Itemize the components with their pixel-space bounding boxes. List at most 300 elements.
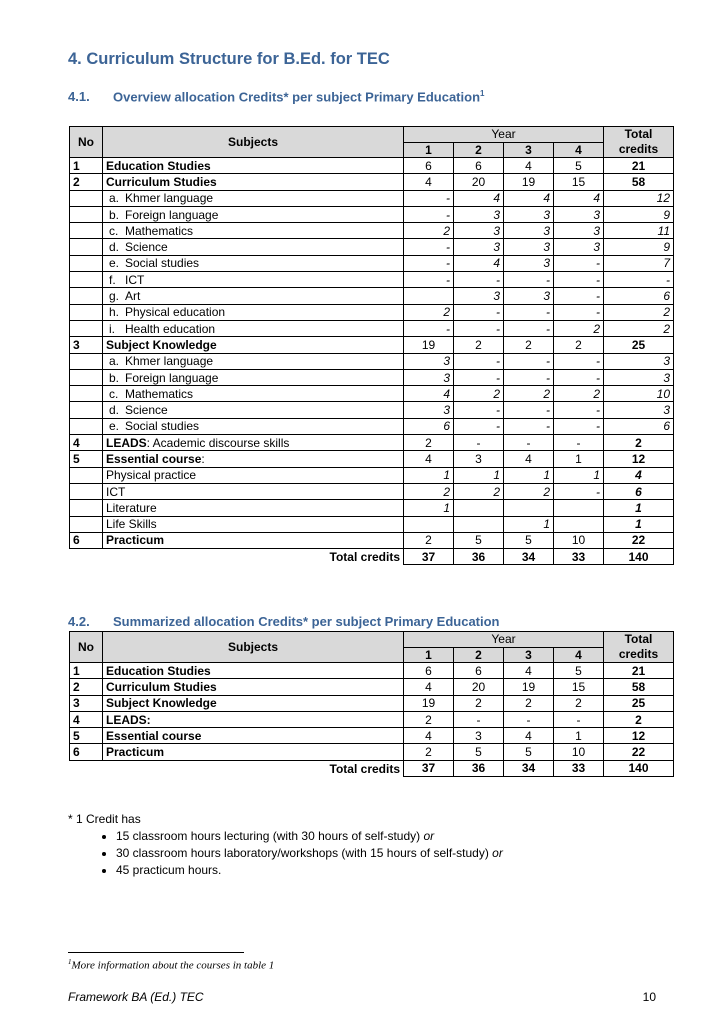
row-subject-name: Life Skills <box>106 517 157 532</box>
row-number: 2 <box>70 679 103 695</box>
year-2-credits: 6 <box>454 663 504 679</box>
year-3-credits: 2 <box>504 337 554 353</box>
row-total-credits: 21 <box>604 158 674 174</box>
row-subject <box>103 320 404 336</box>
footnote-ref: 1 <box>480 89 485 98</box>
year-2-credits: 2 <box>454 483 504 499</box>
row-total-credits: 58 <box>604 174 674 190</box>
row-subject-name: Health education <box>125 321 216 336</box>
credit-note <box>68 812 503 879</box>
year-1-credits: 2 <box>404 744 454 760</box>
year-1-credits: 1 <box>404 500 454 516</box>
year-2-credits: 20 <box>454 679 504 695</box>
year-1-credits: 3 <box>404 402 454 418</box>
year-3-credits: 1 <box>504 516 554 532</box>
grand-total: 140 <box>604 760 674 776</box>
row-subject-name: Khmer language <box>125 191 214 206</box>
header-subjects: Subjects <box>103 127 404 158</box>
row-total-credits: 9 <box>604 239 674 255</box>
header-year-3: 3 <box>504 142 554 158</box>
row-subject <box>103 190 404 206</box>
row-number <box>70 304 103 320</box>
row-subject-name: Mathematics <box>125 223 194 238</box>
row-subject-name: Social studies <box>125 419 200 434</box>
row-subject-name: Subject Knowledge <box>106 696 217 711</box>
year-3-credits: - <box>504 369 554 385</box>
table-row <box>70 255 674 271</box>
row-number: 6 <box>70 532 103 548</box>
total-year-3: 34 <box>504 549 554 565</box>
row-total-credits: 25 <box>604 337 674 353</box>
year-3-credits: - <box>504 402 554 418</box>
header-no: No <box>70 632 103 663</box>
year-1-credits: 6 <box>404 418 454 434</box>
year-2-credits: 2 <box>454 337 504 353</box>
year-3-credits: 3 <box>504 223 554 239</box>
row-number: 3 <box>70 695 103 711</box>
year-3-credits: 2 <box>504 695 554 711</box>
year-1-credits: 4 <box>404 728 454 744</box>
year-4-credits <box>554 500 604 516</box>
year-2-credits: - <box>454 320 504 336</box>
year-1-credits: - <box>404 320 454 336</box>
year-1-credits: 2 <box>404 711 454 727</box>
row-number <box>70 190 103 206</box>
year-2-credits: 4 <box>454 255 504 271</box>
row-number <box>70 255 103 271</box>
row-letter: i. <box>109 321 115 336</box>
row-number <box>70 467 103 483</box>
year-4-credits: - <box>554 255 604 271</box>
table-row <box>70 272 674 288</box>
year-4-credits: 5 <box>554 158 604 174</box>
footer-title: Framework BA (Ed.) TEC <box>68 990 204 1004</box>
year-1-credits <box>404 288 454 304</box>
total-year-2: 36 <box>454 549 504 565</box>
row-total-credits: 9 <box>604 206 674 222</box>
row-subject <box>103 695 404 711</box>
row-number <box>70 369 103 385</box>
year-4-credits: 1 <box>554 467 604 483</box>
row-number <box>70 206 103 222</box>
row-subject <box>103 206 404 222</box>
table-row <box>70 320 674 336</box>
year-3-credits <box>504 500 554 516</box>
row-number: 2 <box>70 174 103 190</box>
row-subject <box>103 272 404 288</box>
year-4-credits: 4 <box>554 190 604 206</box>
year-1-credits: 2 <box>404 483 454 499</box>
row-total-credits: 3 <box>604 353 674 369</box>
row-subject-name: Physical practice <box>106 468 197 483</box>
year-3-credits: 3 <box>504 239 554 255</box>
year-2-credits: 4 <box>454 190 504 206</box>
year-2-credits: - <box>454 435 504 451</box>
row-total-credits: 1 <box>604 516 674 532</box>
year-2-credits <box>454 500 504 516</box>
row-subject <box>103 255 404 271</box>
year-3-credits: 2 <box>504 386 554 402</box>
table-row <box>70 483 674 499</box>
year-4-credits: - <box>554 483 604 499</box>
row-subject-name: Social studies <box>125 256 200 271</box>
year-1-credits: 6 <box>404 663 454 679</box>
row-subject-name: LEADS <box>106 435 147 450</box>
row-total-credits: 1 <box>604 500 674 516</box>
row-number <box>70 483 103 499</box>
year-3-credits: 3 <box>504 206 554 222</box>
year-4-credits: 2 <box>554 695 604 711</box>
total-year-1: 37 <box>404 760 454 776</box>
row-letter: d. <box>109 240 120 255</box>
row-subject-name: Essential course <box>106 451 202 466</box>
header-no: No <box>70 127 103 158</box>
row-number: 1 <box>70 158 103 174</box>
table-row <box>70 386 674 402</box>
year-4-credits: - <box>554 418 604 434</box>
row-subject <box>103 500 404 516</box>
year-2-credits: - <box>454 402 504 418</box>
row-subject <box>103 174 404 190</box>
year-4-credits: 2 <box>554 320 604 336</box>
year-4-credits: 2 <box>554 386 604 402</box>
year-1-credits: 4 <box>404 679 454 695</box>
header-year-4: 4 <box>554 142 604 158</box>
row-number <box>70 353 103 369</box>
row-number: 4 <box>70 435 103 451</box>
row-subject <box>103 483 404 499</box>
year-4-credits <box>554 516 604 532</box>
year-4-credits: 1 <box>554 728 604 744</box>
total-credits-label: Total credits <box>70 549 404 565</box>
row-letter: h. <box>109 305 120 320</box>
subsection-title: Summarized allocation Credits* per subject Primary Education <box>113 614 500 629</box>
year-4-credits: 1 <box>554 451 604 467</box>
total-year-1: 37 <box>404 549 454 565</box>
year-1-credits: - <box>404 239 454 255</box>
year-3-credits: - <box>504 320 554 336</box>
table-row <box>70 369 674 385</box>
header-total: Total credits <box>604 632 674 663</box>
row-subject <box>103 711 404 727</box>
header-year-2: 2 <box>454 142 504 158</box>
row-total-credits: - <box>604 272 674 288</box>
row-total-credits: 12 <box>604 451 674 467</box>
year-4-credits: 15 <box>554 174 604 190</box>
year-1-credits: 4 <box>404 386 454 402</box>
year-3-credits: - <box>504 304 554 320</box>
year-2-credits: 3 <box>454 728 504 744</box>
row-subject <box>103 679 404 695</box>
total-credits-label: Total credits <box>70 760 404 776</box>
subsection-title: Overview allocation Credits* per subject Primary Education <box>113 89 481 105</box>
row-letter: e. <box>109 256 120 271</box>
year-3-credits: 19 <box>504 174 554 190</box>
row-total-credits: 11 <box>604 223 674 239</box>
row-number <box>70 239 103 255</box>
year-2-credits: 2 <box>454 695 504 711</box>
page-footer <box>68 990 656 1004</box>
year-1-credits: 4 <box>404 451 454 467</box>
row-letter: e. <box>109 419 120 434</box>
row-number: 5 <box>70 728 103 744</box>
footnote-separator <box>68 952 244 953</box>
year-2-credits <box>454 516 504 532</box>
table-row <box>70 744 674 760</box>
row-subject-name: Education Studies <box>106 663 211 678</box>
row-subject-name: LEADS: <box>106 712 151 727</box>
row-letter: a. <box>109 191 120 206</box>
table-row <box>70 288 674 304</box>
year-4-credits: - <box>554 435 604 451</box>
row-subject-name: Practicum <box>106 533 165 548</box>
credit-note-title: * 1 Credit has <box>68 812 141 826</box>
row-total-credits: 3 <box>604 402 674 418</box>
year-1-credits: - <box>404 272 454 288</box>
year-3-credits: 5 <box>504 744 554 760</box>
header-year-1: 1 <box>404 142 454 158</box>
year-1-credits: 19 <box>404 337 454 353</box>
year-4-credits: 2 <box>554 337 604 353</box>
row-number <box>70 288 103 304</box>
year-1-credits: 2 <box>404 223 454 239</box>
row-subject-name: Art <box>125 289 141 304</box>
year-1-credits: - <box>404 206 454 222</box>
total-row <box>70 760 674 776</box>
overview-credits-table <box>69 126 674 565</box>
row-subject <box>103 728 404 744</box>
year-3-credits: - <box>504 435 554 451</box>
table-row <box>70 695 674 711</box>
year-1-credits: - <box>404 255 454 271</box>
header-year-3: 3 <box>504 647 554 663</box>
row-subject-suffix: : Academic discourse skills <box>146 435 290 450</box>
year-1-credits: 3 <box>404 353 454 369</box>
table-row <box>70 728 674 744</box>
year-2-credits: 3 <box>454 288 504 304</box>
row-letter: f. <box>109 272 116 287</box>
table-row <box>70 467 674 483</box>
row-total-credits: 12 <box>604 190 674 206</box>
subsection-heading-4-2 <box>68 614 500 629</box>
row-subject-name: Curriculum Studies <box>106 174 217 189</box>
year-1-credits: 2 <box>404 532 454 548</box>
year-4-credits: - <box>554 288 604 304</box>
table-row <box>70 451 674 467</box>
year-2-credits: 5 <box>454 532 504 548</box>
year-2-credits: - <box>454 369 504 385</box>
row-subject-name: ICT <box>125 272 145 287</box>
year-1-credits: 4 <box>404 174 454 190</box>
year-4-credits: 3 <box>554 239 604 255</box>
row-letter: g. <box>109 289 120 304</box>
year-1-credits <box>404 516 454 532</box>
row-number <box>70 223 103 239</box>
year-4-credits: - <box>554 304 604 320</box>
row-letter: a. <box>109 354 120 369</box>
row-number: 4 <box>70 711 103 727</box>
table-row <box>70 435 674 451</box>
year-4-credits: - <box>554 369 604 385</box>
row-number <box>70 418 103 434</box>
year-4-credits: - <box>554 711 604 727</box>
year-4-credits: 10 <box>554 532 604 548</box>
row-subject <box>103 337 404 353</box>
year-3-credits: 3 <box>504 288 554 304</box>
year-2-credits: 6 <box>454 158 504 174</box>
row-subject <box>103 516 404 532</box>
row-subject-name: Foreign language <box>125 207 219 222</box>
year-3-credits: 4 <box>504 158 554 174</box>
table-row <box>70 532 674 548</box>
year-2-credits: - <box>454 418 504 434</box>
row-total-credits: 10 <box>604 386 674 402</box>
header-year: Year <box>404 632 604 648</box>
year-1-credits: 19 <box>404 695 454 711</box>
year-3-credits: - <box>504 353 554 369</box>
row-number <box>70 500 103 516</box>
year-2-credits: - <box>454 711 504 727</box>
table-row <box>70 353 674 369</box>
row-subject-name: Science <box>125 240 168 255</box>
year-2-credits: 20 <box>454 174 504 190</box>
subsection-number: 4.1. <box>68 89 90 105</box>
year-2-credits: 3 <box>454 239 504 255</box>
year-4-credits: - <box>554 272 604 288</box>
year-1-credits: - <box>404 190 454 206</box>
row-subject <box>103 369 404 385</box>
table-row <box>70 337 674 353</box>
credit-note-list <box>68 828 503 879</box>
year-2-credits: 3 <box>454 206 504 222</box>
year-4-credits: - <box>554 402 604 418</box>
year-3-credits: 4 <box>504 728 554 744</box>
table-row <box>70 663 674 679</box>
row-total-credits: 25 <box>604 695 674 711</box>
year-2-credits: 3 <box>454 451 504 467</box>
table-row <box>70 711 674 727</box>
subsection-heading-4-1 <box>68 89 484 104</box>
year-4-credits: 3 <box>554 206 604 222</box>
year-4-credits: 3 <box>554 223 604 239</box>
list-item: • 45 practicum hours. <box>116 862 503 879</box>
row-letter: d. <box>109 403 120 418</box>
row-total-credits: 22 <box>604 744 674 760</box>
row-total-credits: 2 <box>604 320 674 336</box>
table-row <box>70 223 674 239</box>
row-subject <box>103 435 404 451</box>
row-subject <box>103 451 404 467</box>
row-total-credits: 21 <box>604 663 674 679</box>
row-total-credits: 2 <box>604 711 674 727</box>
row-number <box>70 272 103 288</box>
row-total-credits: 7 <box>604 255 674 271</box>
year-1-credits: 2 <box>404 435 454 451</box>
row-number <box>70 516 103 532</box>
row-subject <box>103 304 404 320</box>
row-subject-name: Essential course <box>106 728 202 743</box>
header-year-4: 4 <box>554 647 604 663</box>
section-heading: 4. Curriculum Structure for B.Ed. for TEC <box>68 50 390 68</box>
row-subject <box>103 353 404 369</box>
year-4-credits: 5 <box>554 663 604 679</box>
row-total-credits: 12 <box>604 728 674 744</box>
row-number: 3 <box>70 337 103 353</box>
year-3-credits: 3 <box>504 255 554 271</box>
year-1-credits: 1 <box>404 467 454 483</box>
table-row <box>70 418 674 434</box>
year-3-credits: 19 <box>504 679 554 695</box>
row-subject-name: Curriculum Studies <box>106 679 217 694</box>
table-row <box>70 239 674 255</box>
row-subject <box>103 223 404 239</box>
page-number: 10 <box>642 990 656 1004</box>
row-subject <box>103 386 404 402</box>
row-subject-name: Education Studies <box>106 158 211 173</box>
row-subject <box>103 467 404 483</box>
total-row <box>70 549 674 565</box>
row-total-credits: 4 <box>604 467 674 483</box>
row-subject <box>103 532 404 548</box>
year-3-credits: 4 <box>504 451 554 467</box>
row-subject-name: Khmer language <box>125 354 214 369</box>
row-number: 1 <box>70 663 103 679</box>
row-number <box>70 386 103 402</box>
row-subject-name: Foreign language <box>125 370 219 385</box>
total-year-4: 33 <box>554 760 604 776</box>
row-number <box>70 402 103 418</box>
table-row <box>70 402 674 418</box>
table-row <box>70 516 674 532</box>
row-letter: b. <box>109 207 120 222</box>
row-number <box>70 320 103 336</box>
row-subject <box>103 288 404 304</box>
table-row <box>70 190 674 206</box>
row-total-credits: 2 <box>604 304 674 320</box>
total-year-3: 34 <box>504 760 554 776</box>
header-year-1: 1 <box>404 647 454 663</box>
year-1-credits: 2 <box>404 304 454 320</box>
year-4-credits: 10 <box>554 744 604 760</box>
row-subject <box>103 402 404 418</box>
list-item: • 15 classroom hours lecturing (with 30 hours of self-study) or <box>116 828 503 845</box>
row-subject-name: Literature <box>106 500 157 515</box>
row-subject-name: Subject Knowledge <box>106 337 217 352</box>
year-3-credits: 5 <box>504 532 554 548</box>
row-subject <box>103 744 404 760</box>
row-subject-name: Science <box>125 403 168 418</box>
year-3-credits: 1 <box>504 467 554 483</box>
row-total-credits: 58 <box>604 679 674 695</box>
row-total-credits: 22 <box>604 532 674 548</box>
row-total-credits: 6 <box>604 418 674 434</box>
year-2-credits: - <box>454 304 504 320</box>
year-3-credits: - <box>504 711 554 727</box>
table-row <box>70 158 674 174</box>
year-1-credits: 3 <box>404 369 454 385</box>
table-row <box>70 174 674 190</box>
table-row <box>70 500 674 516</box>
grand-total: 140 <box>604 549 674 565</box>
row-total-credits: 3 <box>604 369 674 385</box>
total-year-4: 33 <box>554 549 604 565</box>
row-subject-name: Practicum <box>106 745 165 760</box>
year-3-credits: 4 <box>504 663 554 679</box>
year-1-credits: 6 <box>404 158 454 174</box>
year-4-credits: - <box>554 353 604 369</box>
row-letter: b. <box>109 370 120 385</box>
subsection-number: 4.2. <box>68 614 90 629</box>
